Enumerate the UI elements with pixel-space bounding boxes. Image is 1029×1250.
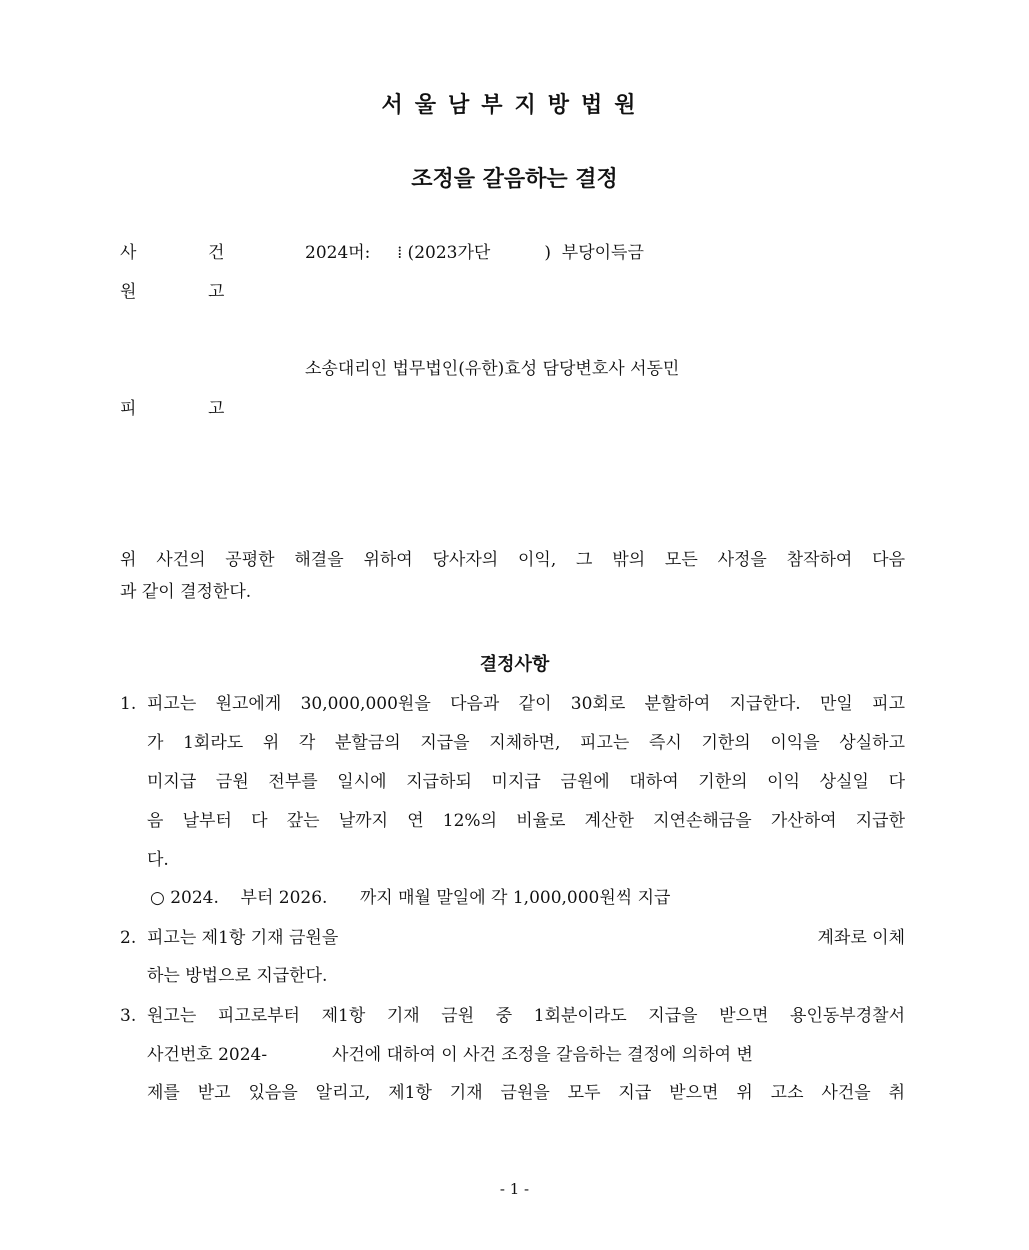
decision-heading: 결정사항: [479, 654, 550, 675]
defendant-label-b: 고: [208, 399, 225, 419]
document-title: 조정을 갈음하는 결정: [411, 167, 618, 192]
item-2-line-1-right: 계좌로 이체: [817, 928, 905, 948]
intro-line-1: 위 사건의 공평한 해결을 위하여 당사자의 이익, 그 밖의 모든 사정을 참작하여 다음: [120, 550, 905, 570]
item-1-line-3: 미지급 금원 전부를 일시에 지급하되 미지급 금원에 대하여 기한의 이익 상실일 다: [147, 772, 905, 792]
item-3-number: 3.: [120, 1006, 137, 1026]
item-3-line-2: 사건번호 2024- 사건에 대하여 이 사건 조정을 갈음하는 결정에 의하여 변: [147, 1045, 753, 1065]
case-number: 2024머: ⁞ (2023가단 ) 부당이득금: [305, 243, 644, 263]
case-label-a: 사: [120, 243, 137, 263]
item-2-number: 2.: [120, 928, 137, 948]
case-label-b: 건: [208, 243, 225, 263]
page-number: - 1 -: [499, 1180, 530, 1198]
item-2-line-1-left: 피고는 제1항 기재 금원을: [147, 928, 339, 948]
court-name: 서울남부지방법원: [381, 93, 648, 118]
item-1-number: 1.: [120, 694, 137, 714]
item-1-line-1: 피고는 원고에게 30,000,000원을 다음과 같이 30회로 분할하여 지급한다. 만일 피고: [147, 694, 905, 714]
item-1-schedule: ○ 2024. 부터 2026. 까지 매월 말일에 각 1,000,000원씩 지급: [150, 888, 671, 908]
item-3-line-3: 제를 받고 있음을 알리고, 제1항 기재 금원을 모두 지급 받으면 위 고소 사건을 취: [147, 1083, 905, 1103]
item-1-line-5: 다.: [147, 850, 169, 870]
defendant-label-a: 피: [120, 399, 137, 419]
item-3-line-1: 원고는 피고로부터 제1항 기재 금원 중 1회분이라도 지급을 받으면 용인동부경찰서: [147, 1006, 905, 1026]
plaintiff-label-a: 원: [120, 282, 137, 302]
intro-line-2: 과 같이 결정한다.: [120, 582, 252, 602]
item-2-line-2: 하는 방법으로 지급한다.: [147, 966, 328, 986]
plaintiff-label-b: 고: [208, 282, 225, 302]
plaintiff-counsel: 소송대리인 법무법인(유한)효성 담당변호사 서동민: [305, 359, 680, 379]
item-1-line-2: 가 1회라도 위 각 분할금의 지급을 지체하면, 피고는 즉시 기한의 이익을 상실하고: [147, 733, 905, 753]
item-1-line-4: 음 날부터 다 갚는 날까지 연 12%의 비율로 계산한 지연손해금을 가산하여 지급한: [147, 811, 905, 831]
